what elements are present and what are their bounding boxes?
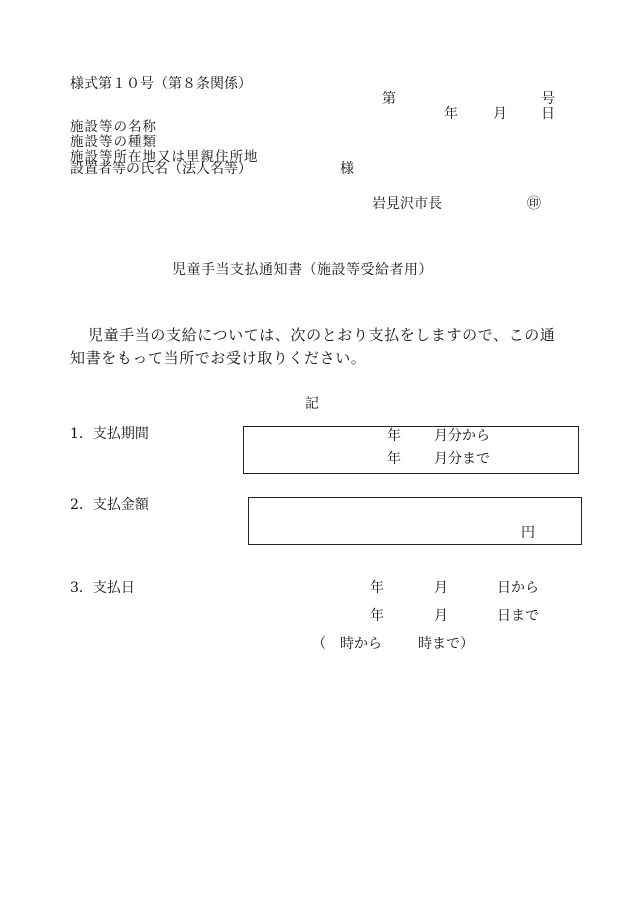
period-to-year: 年 xyxy=(387,451,401,467)
doc-number-suffix: 号 xyxy=(541,91,555,107)
body-line-2: 知書をもって当所でお受け取りください。 xyxy=(70,349,367,367)
pay-date-to-year: 年 xyxy=(370,608,384,624)
date-month: 月 xyxy=(493,106,507,122)
period-from-month: 月分から xyxy=(434,428,490,444)
facility-address-label: 施設等所在地又は里親住所地 xyxy=(70,149,259,165)
facility-type-label: 施設等の種類 xyxy=(70,134,157,150)
payment-period-label: 1．支払期間 xyxy=(70,426,149,442)
honorific: 様 xyxy=(340,161,354,177)
seal-mark: ㊞ xyxy=(527,196,541,212)
doc-number-prefix: 第 xyxy=(382,91,396,107)
date-day: 日 xyxy=(541,106,555,122)
period-from-year: 年 xyxy=(387,428,401,444)
amount-unit: 円 xyxy=(521,525,535,541)
payment-amount-box xyxy=(248,497,582,545)
pay-time-open: （ xyxy=(312,636,326,652)
facility-name-label: 施設等の名称 xyxy=(70,119,157,135)
payment-amount-label: 2．支払金額 xyxy=(70,497,149,513)
payment-date-label: 3．支払日 xyxy=(70,580,135,596)
ki-mark: 記 xyxy=(305,396,319,412)
date-year: 年 xyxy=(444,106,458,122)
period-to-month: 月分まで xyxy=(434,451,490,467)
pay-time-to: 時まで） xyxy=(418,636,474,652)
pay-date-from-day: 日から xyxy=(497,580,539,596)
founder-name-label: 設置者等の氏名（法人名等） xyxy=(70,161,252,177)
pay-date-from-year: 年 xyxy=(370,580,384,596)
pay-date-to-month: 月 xyxy=(434,608,448,624)
body-line-1: 児童手当の支給については、次のとおり支払をしますので、この通 xyxy=(88,326,556,344)
form-number: 様式第１０号（第８条関係） xyxy=(70,76,252,92)
document-title: 児童手当支払通知書（施設等受給者用） xyxy=(172,262,433,278)
payment-period-box xyxy=(243,426,579,474)
issuer-name: 岩見沢市長 xyxy=(372,196,442,212)
pay-date-from-month: 月 xyxy=(434,580,448,596)
pay-date-to-day: 日まで xyxy=(497,608,539,624)
pay-time-from: 時から xyxy=(340,636,382,652)
